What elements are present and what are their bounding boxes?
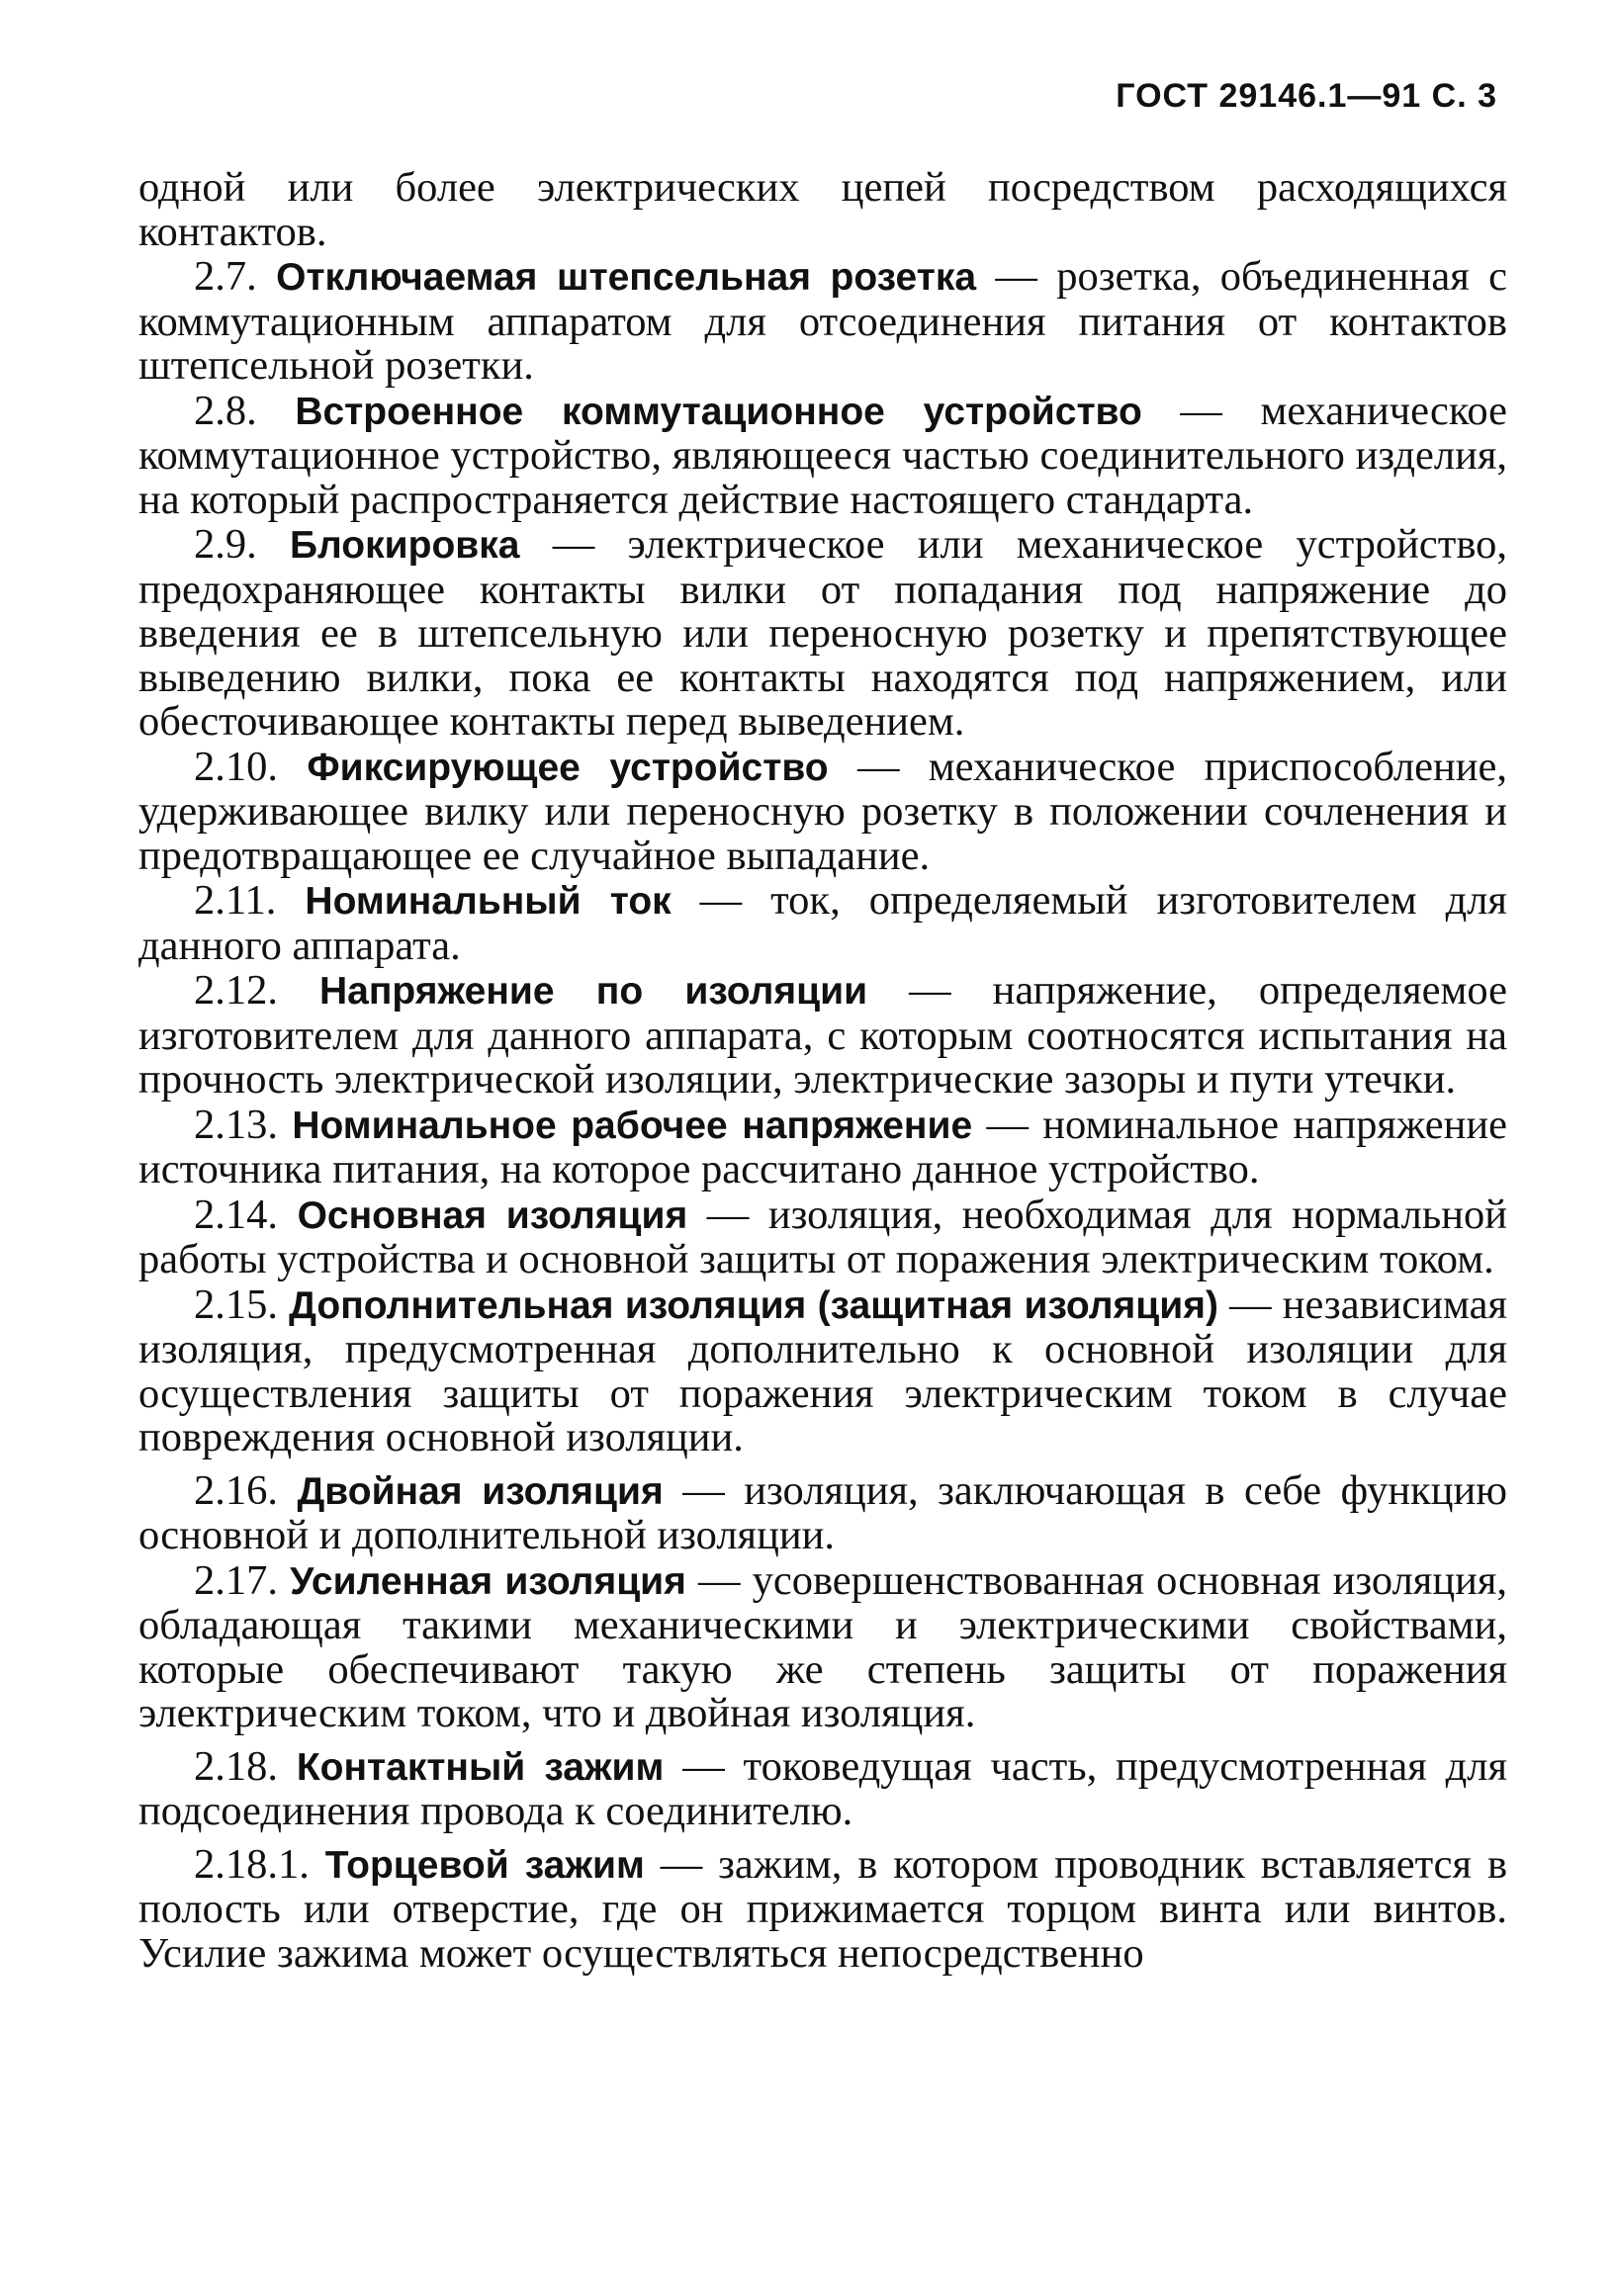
term-heading: Номинальный ток: [305, 880, 672, 923]
paragraph-2-15: [138, 1280, 1508, 1460]
paragraph-text: — электрическое или механическое устройство, предохраняющее контакты вилки от попадания под напряжение до введения ее в штепсельную или переносную розетку и препятствующее выведению вилки, пока ее контакты находятся под напряжением, или обесточивающее контакты перед выведением.: [138, 521, 1508, 745]
clause-number: 2.18.: [194, 1742, 297, 1790]
paragraph-2-13: [138, 1101, 1507, 1192]
term-heading: Напряжение по изоляции: [319, 970, 868, 1013]
paragraph-text: — механическое коммутационное устройство, являющееся частью соединительного изделия, на который распространяется действие настоящего стандарта.: [138, 387, 1507, 523]
paragraph-text: — зажим, в котором проводник вставляется в полость или отверстие, где он прижимается торцом винта или винтов. Усилие зажима может осуществляться непосредственно: [138, 1840, 1508, 1977]
paragraph-2-14: [138, 1193, 1507, 1282]
term-heading: Усиленная изоляция: [290, 1559, 686, 1603]
paragraph-text: — независимая изоляция, предусмотренная дополнительно к основной изоляции для осуществления защиты от поражения электрическим током в случае повреждения основной изоляции.: [138, 1280, 1508, 1460]
clause-number: 2.14.: [194, 1191, 298, 1238]
term-heading: Торцевой зажим: [324, 1843, 645, 1887]
clause-number: 2.12.: [194, 967, 320, 1014]
clause-number: 2.7.: [194, 253, 277, 300]
paragraph-2-17: [138, 1556, 1507, 1736]
paragraph-2-16: [138, 1466, 1507, 1558]
paragraph-2-18: [138, 1742, 1508, 1834]
paragraph-text: — напряжение, определяемое изготовителем для данного аппарата, с которым соотносятся испытания на прочность электрической изоляции, электрические зазоры и пути утечки.: [138, 967, 1508, 1103]
paragraph-text: — усовершенствованная основная изоляция, обладающая такими механическими и электрическими свойствами, которые обеспечивают такую же степень защиты от поражения электрическим током, что и двойная изоляция.: [138, 1556, 1507, 1736]
paragraph-continuation: [138, 166, 1507, 254]
clause-number: 2.15.: [194, 1280, 290, 1328]
running-header: ГОСТ 29146.1—91 С. 3: [1116, 77, 1497, 115]
paragraph-2-9: [138, 523, 1507, 745]
paragraph-2-10: [138, 743, 1508, 879]
paragraph-2-18-1: [138, 1840, 1508, 1977]
term-heading: Номинальное рабочее напряжение: [292, 1104, 973, 1147]
paragraph-2-12: [138, 969, 1507, 1103]
paragraph-text: одной или более электрических цепей посредством расходящихся контактов.: [138, 164, 1507, 255]
term-heading: Встроенное коммутационное устройство: [295, 390, 1142, 433]
term-heading: Двойная изоляция: [297, 1469, 664, 1513]
term-heading: Основная изоляция: [297, 1193, 688, 1237]
paragraph-text: — номинальное напряжение источника питания, на которое рассчитано данное устройство.: [138, 1101, 1507, 1192]
page-body: [138, 166, 1507, 1977]
paragraph-text: — токоведущая часть, предусмотренная для подсоединения провода к соединителю.: [138, 1742, 1508, 1834]
clause-number: 2.17.: [194, 1556, 291, 1604]
clause-number: 2.11.: [194, 877, 306, 924]
paragraph-text: — изоляция, заключающая в себе функцию основной и дополнительной изоляции.: [138, 1466, 1507, 1558]
paragraph-text: — розетка, объединенная с коммутационным аппаратом для отсоединения питания от контактов штепсельной розетки.: [138, 253, 1507, 389]
paragraph-2-8: [138, 387, 1507, 523]
paragraph-text: — механическое приспособление, удерживающее вилку или переносную розетку в положении сочленения и предотвращающее ее случайное выпадание.: [138, 743, 1508, 879]
clause-number: 2.9.: [194, 521, 291, 568]
term-heading: Блокировка: [290, 524, 520, 567]
term-heading: Дополнительная изоляция (защитная изоляция): [289, 1283, 1219, 1327]
clause-number: 2.10.: [194, 743, 308, 790]
paragraph-text: — ток, определяемый изготовителем для данного аппарата.: [138, 877, 1507, 969]
term-heading: Контактный зажим: [296, 1745, 665, 1789]
paragraph-2-7: [138, 255, 1507, 389]
term-heading: Отключаемая штепсельная розетка: [276, 256, 977, 299]
clause-number: 2.16.: [194, 1466, 298, 1514]
paragraph-2-11: [138, 879, 1507, 968]
clause-number: 2.13.: [194, 1101, 293, 1148]
clause-number: 2.8.: [194, 387, 296, 434]
clause-number: 2.18.1.: [194, 1840, 325, 1888]
paragraph-text: — изоляция, необходимая для нормальной работы устройства и основной защиты от поражения электрическим током.: [138, 1191, 1507, 1282]
term-heading: Фиксирующее устройство: [307, 746, 829, 789]
